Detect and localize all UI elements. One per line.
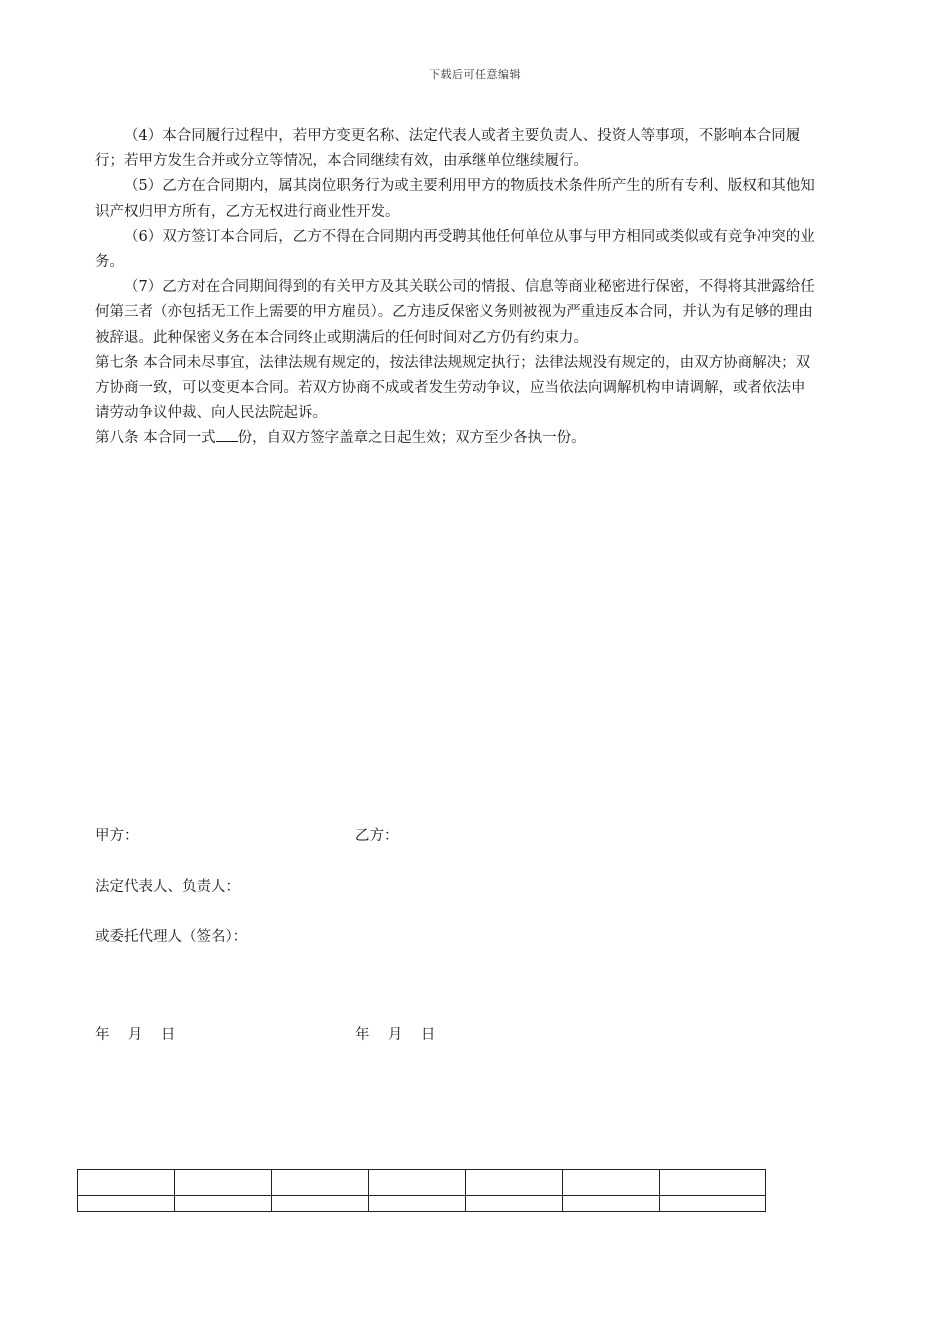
- party-b-label: 乙方：: [355, 828, 399, 844]
- grid-cell: [660, 1170, 766, 1196]
- clause-item-6: （6）双方签订本合同后，乙方不得在合同期内再受聘其他任何单位从事与甲方相同或类似或有竞争冲突的业务。: [95, 228, 815, 271]
- grid-cell: [175, 1196, 272, 1212]
- grid-cell: [369, 1196, 466, 1212]
- footer-grid-row: [78, 1170, 766, 1196]
- grid-cell: [175, 1170, 272, 1196]
- grid-cell: [466, 1170, 563, 1196]
- party-a-date: 年 月 日: [95, 1027, 176, 1043]
- header-note: 下载后可任意编辑: [429, 68, 521, 81]
- footer-grid-table: [77, 1169, 766, 1212]
- grid-cell: [466, 1196, 563, 1212]
- grid-cell: [660, 1196, 766, 1212]
- contract-body: [95, 124, 815, 452]
- article-8-text-after: 份，自双方签字盖章之日起生效；双方至少各执一份。: [237, 430, 586, 447]
- article-8-text-before: 第八条 本合同一式: [95, 430, 216, 447]
- grid-cell: [563, 1196, 660, 1212]
- clause-item-4: （4）本合同履行过程中，若甲方变更名称、法定代表人或者主要负责人、投资人等事项，不影响本合同履行；若甲方发生合并或分立等情况，本合同继续有效，由承继单位继续履行。: [95, 128, 801, 170]
- party-b-date: 年 月 日: [355, 1027, 436, 1043]
- clause-item-5: （5）乙方在合同期内，属其岗位职务行为或主要利用甲方的物质技术条件所产生的所有专利、版权和其他知识产权归甲方所有，乙方无权进行商业性开发。: [95, 178, 815, 220]
- article-8: [95, 426, 815, 451]
- copies-blank: [216, 427, 238, 442]
- authorized-agent-label: 或委托代理人（签名）：: [95, 929, 248, 945]
- article-7: 第七条 本合同未尽事宜，法律法规有规定的，按法律法规规定执行；法律法规没有规定的，由双方协商解决；双方协商一致，可以变更本合同。若双方协商不成或者发生劳动争议，应当依法向调解机构申请调解，或者依法申请劳动争议仲裁、向人民法院起诉。: [95, 354, 811, 422]
- legal-representative-label: 法定代表人、负责人：: [95, 879, 240, 895]
- grid-cell: [78, 1170, 175, 1196]
- grid-cell: [272, 1196, 369, 1212]
- grid-cell: [563, 1170, 660, 1196]
- party-a-label: 甲方：: [95, 828, 139, 844]
- grid-cell: [272, 1170, 369, 1196]
- footer-grid-row: [78, 1196, 766, 1212]
- clause-item-7: （7）乙方对在合同期间得到的有关甲方及其关联公司的情报、信息等商业秘密进行保密，不得将其泄露给任何第三者（亦包括无工作上需要的甲方雇员）。乙方违反保密义务则被视为严重违反本合同，并认为有足够的理由被辞退。此种保密义务在本合同终止或期满后的任何时间对乙方仍有约束力。: [95, 279, 815, 346]
- grid-cell: [78, 1196, 175, 1212]
- grid-cell: [369, 1170, 466, 1196]
